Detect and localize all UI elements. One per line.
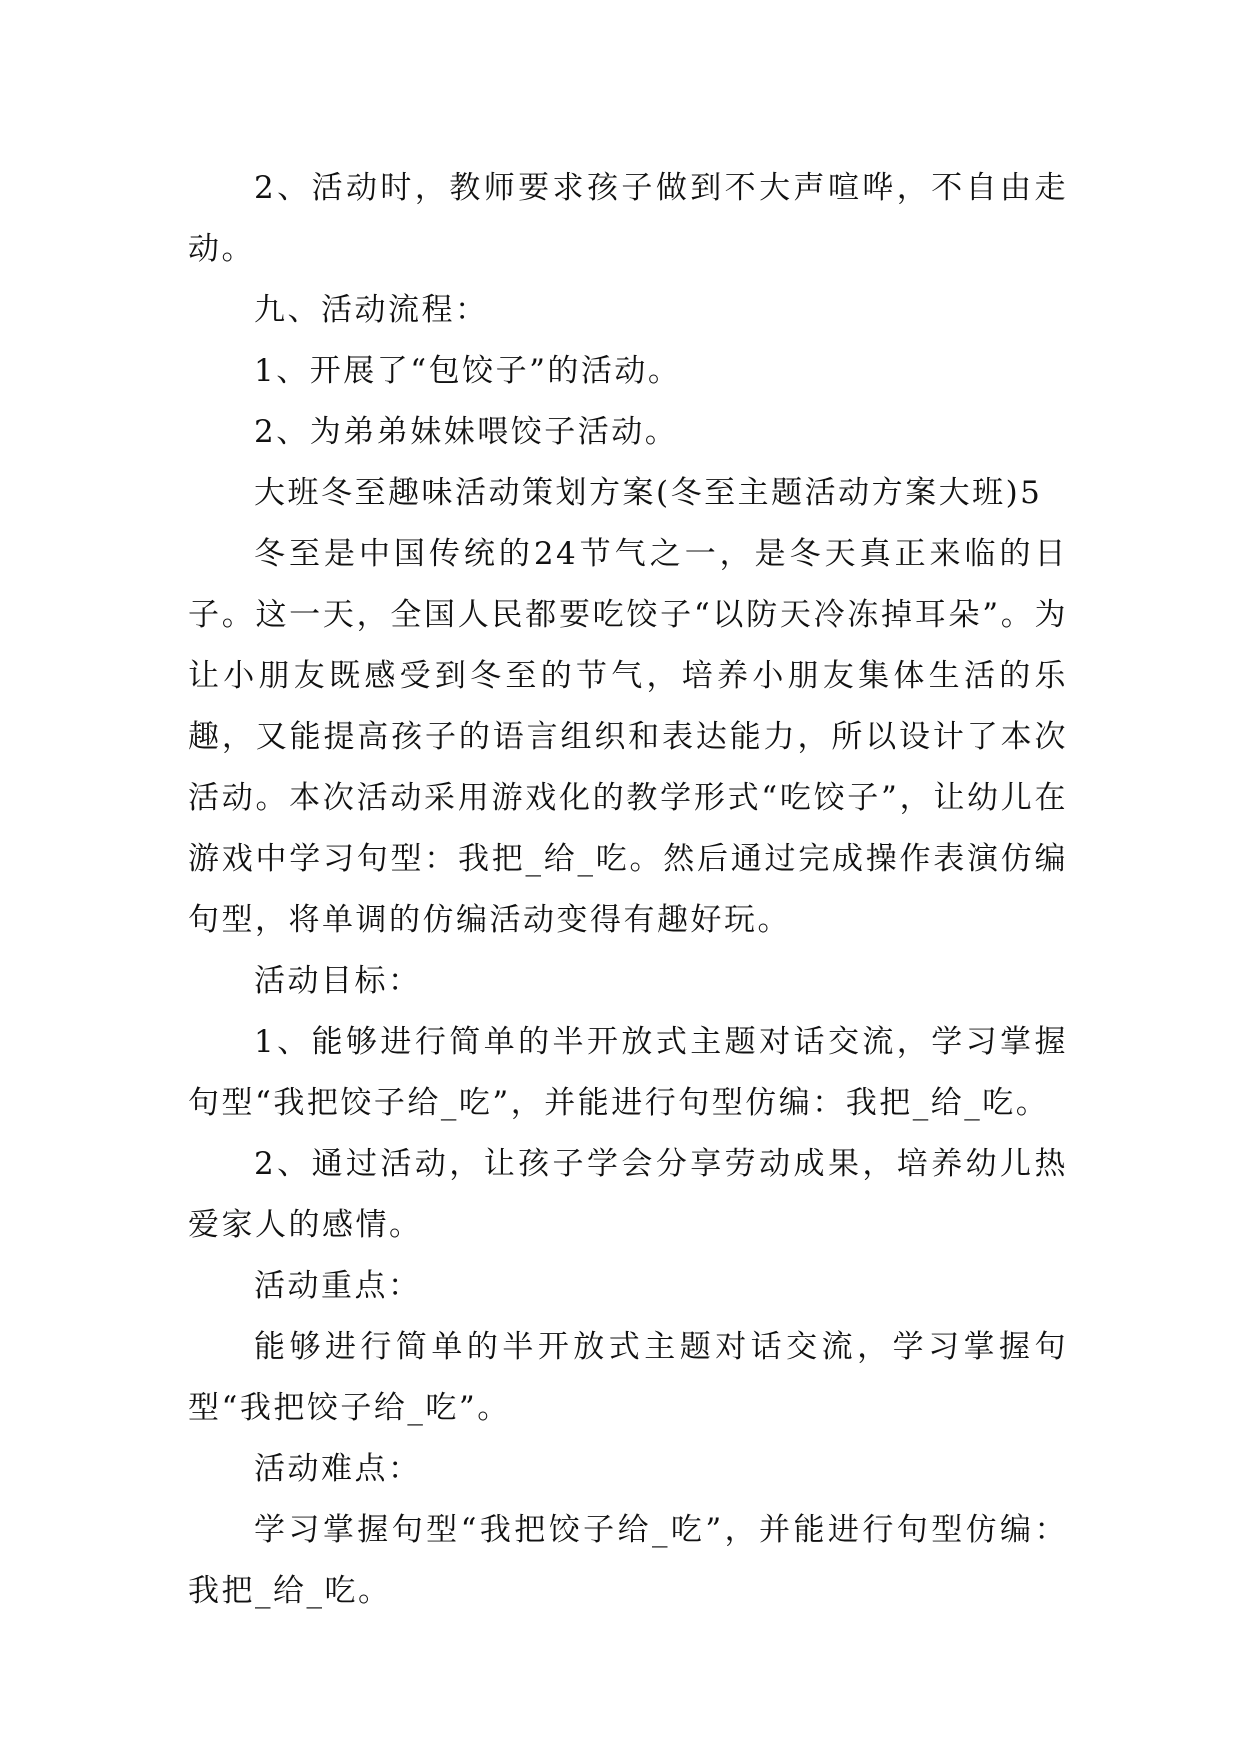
paragraph-difficulty: 学习掌握句型“我把饺子给_吃”，并能进行句型仿编：我把_给_吃。: [188, 1512, 1068, 1609]
heading-activity-goals: 活动目标：: [254, 963, 422, 999]
paragraph-goal-1: 1、能够进行简单的半开放式主题对话交流，学习掌握句型“我把饺子给_吃”，并能进行句型仿编：我把_给_吃。: [188, 1024, 1068, 1121]
paragraph-process-2: 2、为弟弟妹妹喂饺子活动。: [254, 414, 679, 450]
body-text: [188, 158, 1068, 1622]
paragraph-introduction: 冬至是中国传统的24节气之一，是冬天真正来临的日子。这一天，全国人民都要吃饺子“以防天冷冻掉耳朵”。为让小朋友既感受到冬至的节气，培养小朋友集体生活的乐趣，又能提高孩子的语言组织和表达能力，所以设计了本次活动。本次活动采用游戏化的教学形式“吃饺子”，让幼儿在游戏中学习句型：我把_给_吃。然后通过完成操作表演仿编句型，将单调的仿编活动变得有趣好玩。: [188, 536, 1068, 938]
heading-activity-process: 九、活动流程：: [254, 292, 489, 328]
paragraph-process-1: 1、开展了“包饺子”的活动。: [254, 353, 682, 389]
paragraph-focus: 能够进行简单的半开放式主题对话交流，学习掌握句型“我把饺子给_吃”。: [188, 1329, 1068, 1426]
paragraph-goal-2: 2、通过活动，让孩子学会分享劳动成果，培养幼儿热爱家人的感情。: [188, 1146, 1068, 1243]
paragraph-rule-2: 2、活动时，教师要求孩子做到不大声喧哗，不自由走动。: [188, 170, 1068, 267]
heading-activity-focus: 活动重点：: [254, 1268, 422, 1304]
section-title-plan-5: 大班冬至趣味活动策划方案(冬至主题活动方案大班)5: [254, 475, 1043, 511]
heading-activity-difficulty: 活动难点：: [254, 1451, 422, 1487]
